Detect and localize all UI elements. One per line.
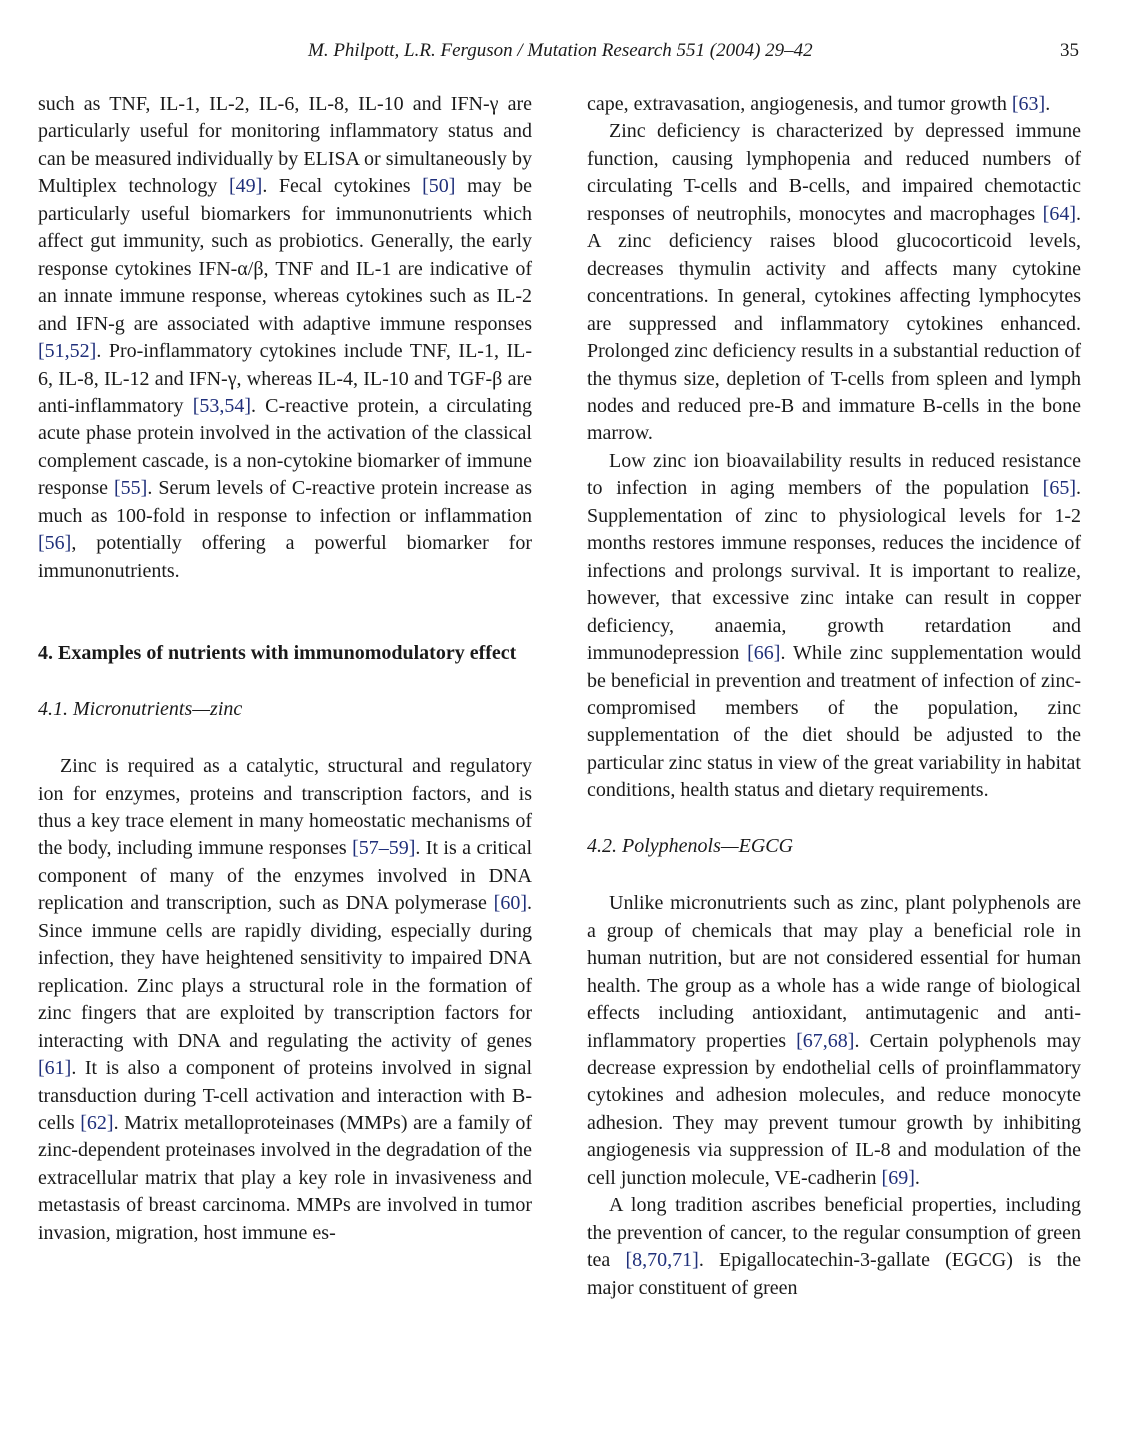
text-run: . Supplementation of zinc to physiological levels for 1-2 months restores immune responses, reduces the incidence of infections and prolongs survival. It is important to realize, however, that excessive zinc intake can result in copper deficiency, anaemia, growth retardation and immunodepression [587, 477, 1081, 665]
citation-link[interactable]: [69] [881, 1166, 915, 1189]
text-run: . [914, 1166, 920, 1189]
citation-link[interactable]: [49] [228, 175, 263, 198]
text-run: . Since immune cells are rapidly dividing, especially during infection, they have heightened sensitivity to impaired DNA replication. Zinc plays a structural role in the formation of zinc fingers that are exploited by transcription factors for interacting with DNA and regulating the activity of genes [38, 892, 532, 1052]
text-run: . Matrix metalloproteinases (MMPs) are a family of zinc-dependent proteinases involved in the degradation of the extracellular matrix that play a key role in invasiveness and metastasis of breast carcinoma. MMPs are involved in tumor invasion, migration, host immune es- [38, 1111, 532, 1244]
text-run: Unlike micronutrients such as zinc, plant polyphenols are a group of chemicals that may play a beneficial role in human nutrition, but are not considered essential for human health. The group as a whole has a wide range of biological effects including antioxidant, antimutagenic and anti-inflammatory properties [587, 892, 1081, 1052]
left-column [38, 91, 532, 1247]
page-number: 35 [1060, 40, 1079, 61]
citation-link[interactable]: [55] [114, 477, 148, 500]
citation-link[interactable]: [62] [80, 1111, 114, 1134]
citation-link[interactable]: [56] [38, 532, 72, 555]
subsection-heading: 4.2. Polyphenols—EGCG [587, 834, 794, 857]
paragraph-zinc-deficiency [587, 118, 1081, 447]
right-column [587, 91, 1081, 1302]
running-title: M. Philpott, L.R. Ferguson / Mutation Research 551 (2004) 29–42 [308, 40, 813, 61]
citation-link[interactable]: [50] [422, 175, 456, 198]
citation-link[interactable]: [51,52] [38, 340, 97, 363]
text-run: . A zinc deficiency raises blood glucocorticoid levels, decreases thymulin activity and affects many cytokine concentrations. In general, cytokines affecting lymphocytes are suppressed and inflammatory cytokines enhanced. Prolonged zinc deficiency results in a substantial reduction of the thymus size, depletion of T-cells from spleen and lymph nodes and reduced pre-B and immature B-cells in the bone marrow. [587, 202, 1081, 445]
text-run: A long tradition ascribes beneficial properties, including the prevention of cancer, to the regular consumption of green tea [587, 1194, 1081, 1272]
citation-link[interactable]: [53,54] [192, 394, 252, 417]
text-run: . C-reactive protein, a circulating acute phase protein involved in the activation of the classical complement cascade, is a non-cytokine biomarker of immune response [38, 394, 533, 500]
citation-link[interactable]: [8,70,71] [625, 1249, 699, 1272]
text-run: Zinc deficiency is characterized by depressed immune function, causing lymphopenia and reduced numbers of circulating T-cells and B-cells, and impaired chemotactic responses of neutrophils, monocytes and macrophages [587, 120, 1081, 225]
text-run: . Fecal cytokines [262, 175, 423, 198]
paragraph-continuation [587, 91, 1081, 118]
text-run: . [1045, 93, 1051, 115]
paragraph-green-tea [587, 1192, 1081, 1302]
text-run: . Certain polyphenols may decrease expression by endothelial cells of proinflammatory cytokines and adhesion molecules, and reduce monocyte adhesion. They may prevent tumour growth by inhibiting angiogenesis via suppression of IL-8 and modulation of the cell junction molecule, VE-cadherin [587, 1029, 1082, 1189]
text-run: may be particularly useful biomarkers for immunonutrients which affect gut immunity, such as probiotics. Generally, the early response cytokines IFN-α/β, TNF and IL-1 are indicative of an innate immune response, whereas cytokines such as IL-2 and IFN-g are associated with adaptive immune responses [38, 175, 532, 335]
text-run: Low zinc ion bioavailability results in reduced resistance to infection in aging members of the population [587, 449, 1081, 500]
citation-link[interactable]: [67,68] [796, 1029, 855, 1052]
text-run: cape, extravasation, angiogenesis, and tumor growth [587, 93, 1012, 115]
text-run: Zinc is required as a catalytic, structural and regulatory ion for enzymes, proteins and transcription factors, and is thus a key trace element in many homeostatic mechanisms of the body, including immune responses [38, 755, 532, 860]
text-run: . Serum levels of C-reactive protein increase as much as 100-fold in response to infection or inflammation [38, 477, 532, 527]
citation-link[interactable]: [64] [1042, 202, 1076, 225]
text-run: . It is a critical component of many of the enzymes involved in DNA replication and transcription, such as DNA polymerase [38, 837, 532, 915]
running-header [0, 40, 1134, 66]
paragraph-zinc [38, 753, 532, 1247]
section-heading: 4. Examples of nutrients with immunomodulatory effect [38, 642, 517, 665]
text-run: . It is also a component of proteins involved in signal transduction during T-cell activation and interaction with B-cells [38, 1057, 532, 1134]
citation-link[interactable]: [57–59] [352, 837, 416, 860]
text-run: . Pro-inflammatory cytokines include TNF, IL-1, IL-6, IL-8, IL-12 and IFN-γ, whereas IL-4, IL-10 and TGF-β are anti-inflammatory [38, 340, 532, 417]
citation-link[interactable]: [65] [1042, 477, 1076, 500]
paragraph-cytokines [38, 91, 532, 585]
paragraph-polyphenols [587, 890, 1081, 1192]
text-run: . Epigallocatechin-3-gallate (EGCG) is the major constituent of green [587, 1249, 1082, 1299]
text-run: , potentially offering a powerful biomarker for immunonutrients. [38, 532, 532, 582]
citation-link[interactable]: [66] [747, 642, 781, 665]
citation-link[interactable]: [63] [1011, 93, 1046, 115]
text-run: . While zinc supplementation would be beneficial in prevention and treatment of infection of zinc-compromised members of the population, zinc supplementation of the diet should be adjusted to the particular zinc status in view of the great variability in habitat conditions, health status and dietary requirements. [587, 642, 1082, 802]
subsection-heading: 4.1. Micronutrients—zinc [38, 697, 243, 720]
citation-link[interactable]: [60] [493, 892, 527, 915]
text-run: such as TNF, IL-1, IL-2, IL-6, IL-8, IL-10 and IFN-γ are particularly useful for monitoring inflammatory status and can be measured individually by ELISA or simultaneously by Multiplex technology [38, 93, 532, 198]
paragraph-zinc-bioavailability [587, 448, 1081, 805]
citation-link[interactable]: [61] [38, 1057, 72, 1080]
